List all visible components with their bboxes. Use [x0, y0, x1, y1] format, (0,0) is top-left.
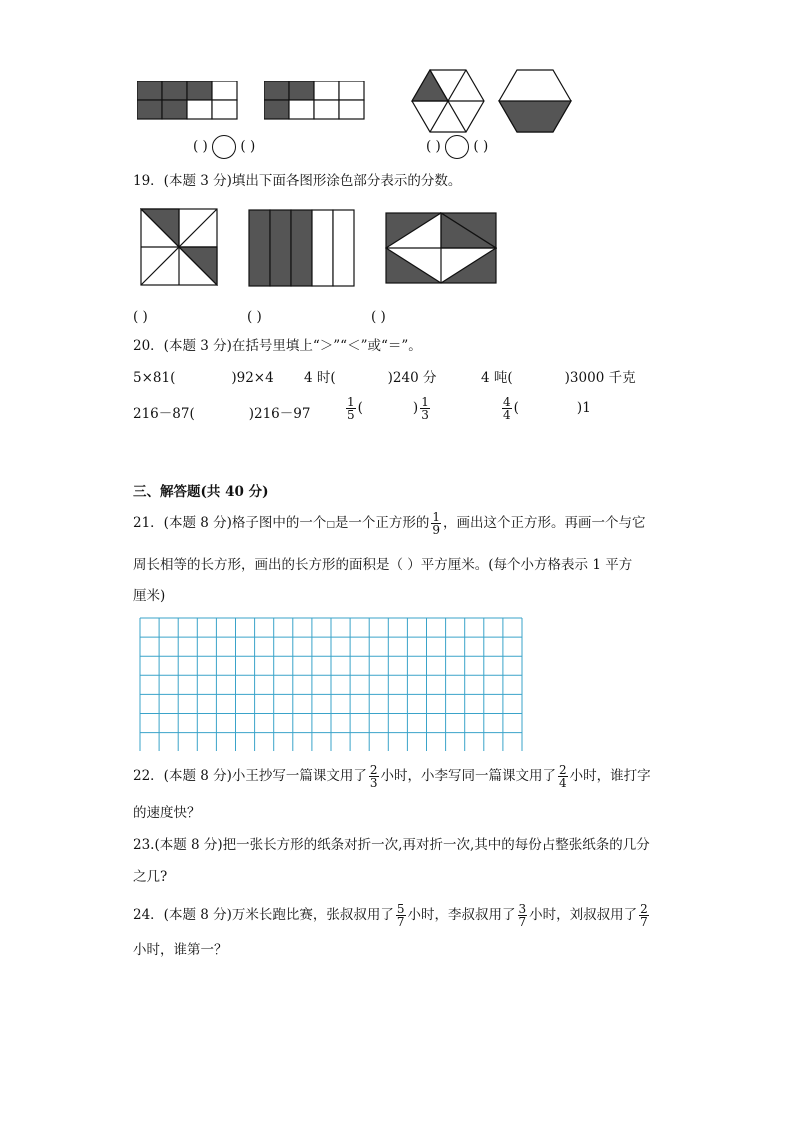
q20-item-6 — [500, 396, 591, 421]
q19-blank-1[interactable]: ( ) — [133, 309, 148, 325]
q21-line-1 — [133, 511, 646, 536]
q24-line-1 — [133, 903, 651, 928]
q19-blank-2[interactable]: ( ) — [247, 309, 262, 325]
q20-item-4-right: )216－97 — [248, 406, 311, 422]
q22-line-1 — [133, 764, 651, 789]
q20-item-4-left: 216－87( — [133, 406, 195, 422]
q20-item-5: $\frac{1}{5}$ ( ) $\frac{1}{3}$ — [347, 395, 429, 422]
q22-fraction-2-4: $\frac{2}{4}$ — [559, 763, 567, 790]
q19-rhombus-figure — [385, 212, 497, 284]
q19-blank-3[interactable]: ( ) — [371, 309, 386, 325]
q19-question: 19．(本题 3 分)填出下面各图形涂色部分表示的分数。 — [133, 173, 462, 189]
section-3-title: 三、解答题(共 40 分) — [133, 484, 269, 500]
q18-compare-row-1 — [193, 135, 255, 159]
q22-line-1-a: 22．(本题 8 分)小王抄写一篇课文用了 — [133, 768, 367, 784]
q24-line-1-a: 24．(本题 8 分)万米长跑比赛，张叔叔用了 — [133, 907, 394, 923]
q19-square-figure — [140, 208, 218, 286]
q24-fraction-2-7: $\frac{2}{7}$ — [640, 902, 648, 929]
q20-item-3-left: 4 吨( — [481, 370, 513, 386]
q20-item-1 — [133, 368, 274, 388]
q20-fraction-1-3: $\frac{1}{3}$ — [421, 395, 429, 422]
q20-fraction-4-4: $\frac{4}{4}$ — [503, 395, 511, 422]
q20-item-5-paren: ( — [357, 400, 363, 416]
q18-blank-1[interactable]: ( ) — [193, 138, 208, 155]
q21-line-1-b: 是一个正方形的 — [334, 515, 430, 531]
q20-item-6-tail: )1 — [576, 400, 591, 416]
q20-fraction-1-5: $\frac{1}{5}$ — [347, 395, 355, 422]
q20-question: 20．(本题 3 分)在括号里填上“＞”“＜”或“＝”。 — [133, 338, 422, 354]
q24-fraction-3-7: $\frac{3}{7}$ — [518, 902, 527, 929]
q22-line-1-c: 小时，谁打字 — [569, 768, 651, 784]
q21-fraction-1-9: $\frac{1}{9}$ — [432, 510, 441, 537]
q18-hexagon-figure-2 — [497, 69, 573, 133]
q21-line-1-c: ，画出这个正方形。再画一个与它 — [443, 515, 646, 531]
q23-line-1: 23.(本题 8 分)把一张长方形的纸条对折一次,再对折一次,其中的每份占整张纸条的几分 — [133, 837, 650, 853]
q21-grid[interactable] — [139, 617, 525, 751]
q18-hexagon-figure-1 — [410, 69, 486, 133]
q19-stripes-figure — [248, 209, 356, 287]
q20-item-3 — [481, 368, 636, 388]
q18-compare-row-2 — [426, 135, 488, 159]
q23-line-2: 之几? — [133, 869, 168, 885]
q20-item-3-right: )3000 千克 — [564, 370, 636, 386]
q18-blank-3[interactable]: ( ) — [426, 138, 441, 155]
q18-blank-4[interactable]: ( ) — [473, 138, 489, 155]
q20-item-2-right: )240 分 — [387, 370, 437, 386]
q21-square-symbol: □ — [326, 520, 335, 530]
q22-fraction-2-3: $\frac{2}{3}$ — [369, 763, 378, 790]
q18-rect-figure-1 — [137, 81, 239, 121]
q20-item-6-paren: ( — [513, 400, 519, 416]
q20-item-2-left: 4 时( — [304, 370, 336, 386]
q21-line-3: 厘米) — [133, 588, 166, 604]
q22-line-2: 的速度快？ — [133, 805, 201, 821]
q24-fraction-5-7: $\frac{5}{7}$ — [396, 902, 405, 929]
q24-line-2: 小时，谁第一？ — [133, 942, 228, 958]
q21-line-2: 周长相等的长方形，画出的长方形的面积是（ ）平方厘米。(每个小方格表示 1 平方 — [133, 557, 633, 573]
q20-item-1-left: 5×81( — [133, 370, 176, 386]
q22-line-1-b: 小时，小李写同一篇课文用了 — [380, 768, 557, 784]
q20-item-1-right: )92×4 — [231, 370, 274, 386]
q20-item-2 — [304, 368, 436, 388]
q24-line-1-c: 小时，刘叔叔用了 — [529, 907, 638, 923]
q18-compare-circle-1[interactable] — [212, 135, 236, 159]
q18-rect-figure-2 — [264, 81, 366, 121]
q18-compare-circle-2[interactable] — [445, 135, 469, 159]
q24-line-1-b: 小时，李叔叔用了 — [407, 907, 516, 923]
q18-blank-2[interactable]: ( ) — [240, 138, 256, 155]
q20-item-4 — [133, 404, 310, 424]
q21-line-1-a: 21．(本题 8 分)格子图中的一个 — [133, 515, 327, 531]
